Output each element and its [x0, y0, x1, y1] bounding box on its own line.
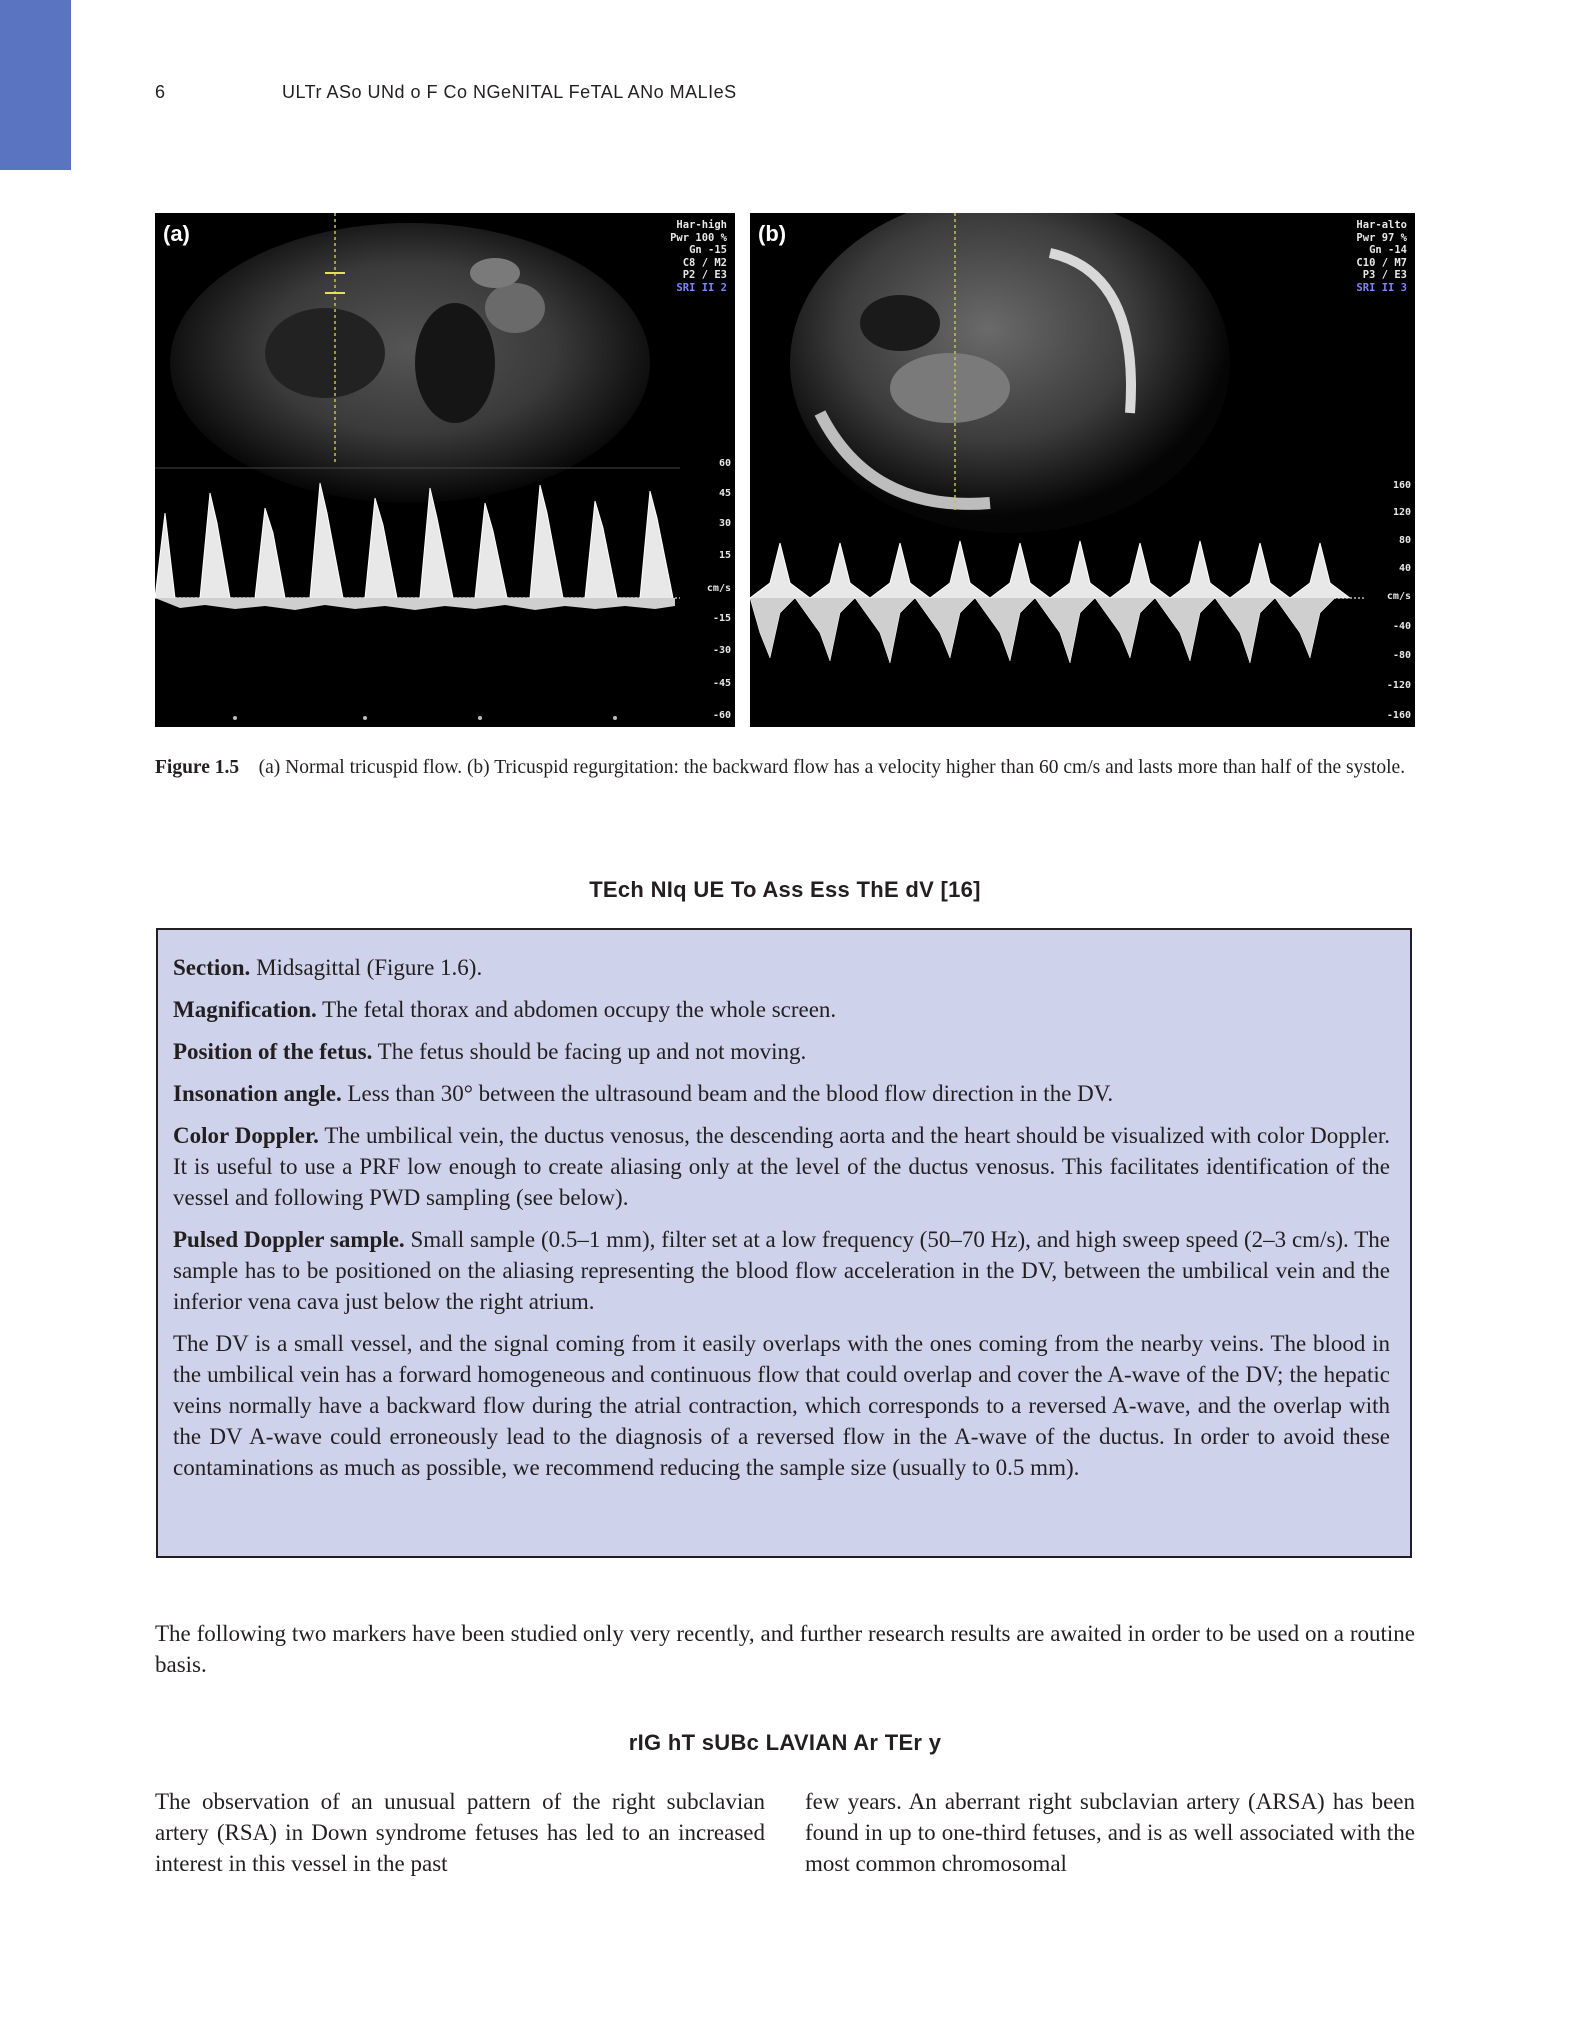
technique-item: Magnification. The fetal thorax and abdomen occupy the whole screen.: [173, 997, 837, 1022]
page-number: 6: [155, 82, 166, 102]
section-heading: rIG hT sUBc LAVIAN Ar TEr y: [628, 1730, 942, 1755]
running-title: ULTr ASo UNd o F Co NGeNITAL FeTAL ANo MALIeS: [282, 82, 737, 102]
technique-item: Pulsed Doppler sample. Small sample (0.5–1 mm), filter set at a low frequency (50–70 Hz), and high sweep speed (2–3 cm/s). The sample has to be positioned on the aliasing representing the blood flow acceleration in the DV, between the umbilical vein and the inferior vena cava just below the right atrium.: [173, 1227, 1390, 1314]
scale-tick: -160: [1386, 710, 1411, 721]
technique-item: Section. Midsagittal (Figure 1.6).: [173, 955, 483, 980]
figure-caption-label: Figure 1.5: [155, 757, 240, 778]
regurgitation-trace-b: [750, 598, 1350, 663]
technique-item: Position of the fetus. The fetus should be facing up and not moving.: [173, 1039, 807, 1064]
technique-box: [156, 928, 1412, 1558]
scale-tick: -30: [712, 645, 731, 656]
panel-a-settings: Har-high Pwr 100 % Gn -15 C8 / M2 P2 / E3 SRI II 2: [670, 219, 727, 294]
ultrasound-image-a: [155, 213, 735, 727]
scale-tick: -80: [1392, 650, 1411, 661]
scale-tick: 45: [718, 488, 731, 499]
scale-unit: cm/s: [706, 583, 731, 594]
scale-tick: 60: [718, 458, 731, 469]
technique-item: Color Doppler. The umbilical vein, the ductus venosus, the descending aorta and the heart should be visualized with color Doppler. It is useful to use a PRF low enough to create aliasing only at the level of the ductus venosus. This facilitates identification of the vessel and following PWD sampling (see below).: [173, 1123, 1390, 1210]
figure-panel-b: [750, 213, 1415, 727]
chapter-side-tab: [0, 0, 71, 170]
scale-unit: cm/s: [1386, 591, 1411, 602]
scale-tick: 120: [1392, 507, 1411, 518]
panel-b-label: (b): [758, 221, 787, 246]
figure-caption-text: (a) Normal tricuspid flow. (b) Tricuspid regurgitation: the backward flow has a velocity higher than 60 cm/s and lasts more than half of the systole.: [258, 757, 1406, 778]
figure-panel-a: [155, 213, 735, 727]
scale-tick: -15: [712, 613, 731, 624]
scale-tick: 30: [718, 518, 731, 529]
scale-tick: -40: [1392, 621, 1411, 632]
body-column-right: few years. An aberrant right subclavian artery (ARSA) has been found in up to one-third fetuses, and is as well associated with the most common chromosomal: [805, 1789, 1415, 1876]
panel-a-label: (a): [163, 221, 190, 246]
scale-tick: -45: [712, 678, 731, 689]
ultrasound-image-b: [750, 213, 1415, 727]
scale-tick: -120: [1386, 680, 1411, 691]
scale-tick: 160: [1392, 480, 1411, 491]
technique-box-title: TEch NIq UE To Ass Ess ThE dV [16]: [589, 877, 981, 902]
technique-item: Insonation angle. Less than 30° between the ultrasound beam and the blood flow direction in the DV.: [173, 1081, 1114, 1106]
body-column-left: The observation of an unusual pattern of the right subclavian artery (RSA) in Down syndrome fetuses has led to an increased interest in this vessel in the past: [155, 1789, 765, 1876]
doppler-trace-b: [750, 541, 1350, 598]
technique-note: The DV is a small vessel, and the signal coming from it easily overlaps with the ones coming from the nearby veins. The blood in the umbilical vein has a forward homogeneous and continuous flow that could overlap and cover the A-wave of the DV; the hepatic veins normally have a backward flow during the atrial contraction, which corresponds to a reversed A-wave, and the overlap with the DV A-wave could erroneously lead to the diagnosis of a reversed flow in the A-wave of the ductus. In order to avoid these contaminations as much as possible, we recommend reducing the sample size (usually to 0.5 mm).: [173, 1331, 1390, 1480]
figure-caption: [155, 755, 1415, 781]
scale-tick: 80: [1398, 535, 1411, 546]
scale-tick: -60: [712, 710, 731, 721]
scale-tick: 15: [718, 550, 731, 561]
body-paragraph: The following two markers have been studied only very recently, and further research results are awaited in order to be used on a routine basis.: [155, 1621, 1415, 1677]
panel-b-settings: Har-alto Pwr 97 % Gn -14 C10 / M7 P3 / E3 SRI II 3: [1356, 219, 1407, 294]
scale-tick: 40: [1398, 563, 1411, 574]
